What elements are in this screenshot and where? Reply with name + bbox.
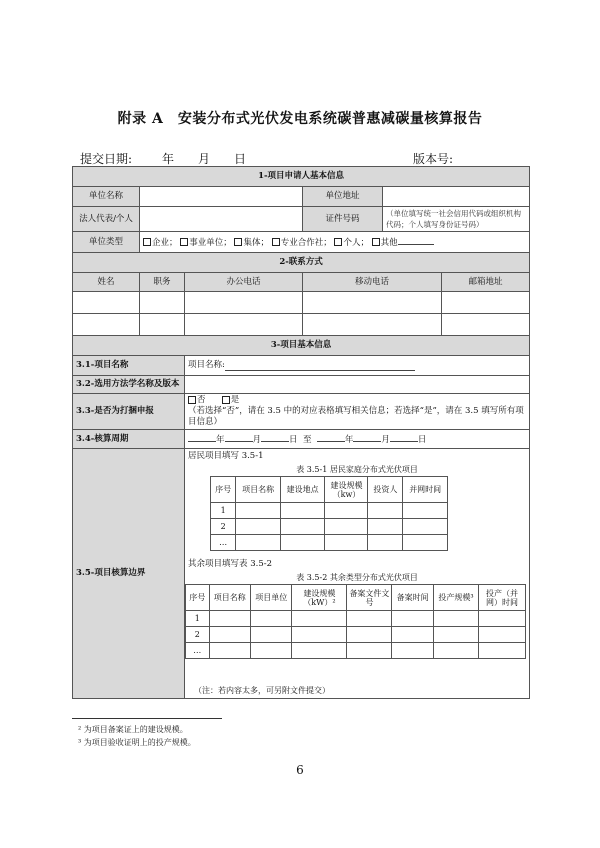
bundled-note: （若选择“否”，请在 3.5 中的对应表格填写相关信息；若选择“是”，请在 3.5 填写所有项目信息） xyxy=(188,406,524,427)
checkbox-enterprise[interactable]: 企业； xyxy=(143,238,178,248)
project-name-field[interactable]: 项目名称: xyxy=(185,356,530,376)
t2-header-scale: 建设规模（kW）² xyxy=(292,585,347,611)
t2-row-no: … xyxy=(186,643,210,659)
unit-type-label: 单位类型 xyxy=(73,232,140,253)
t1-header-investor: 投资人 xyxy=(368,477,403,503)
t2-row-no: 2 xyxy=(186,627,210,643)
methodology-label: 3.2-选用方法学名称及版本 xyxy=(73,376,185,394)
contact-cell[interactable] xyxy=(73,314,140,336)
footnote-3: ³ 为项目验收证明上的投产规模。 xyxy=(78,738,196,747)
report-form xyxy=(72,166,529,706)
contact-cell[interactable] xyxy=(442,314,530,336)
other-intro: 其余项目填写表 3.5-2 xyxy=(188,559,273,569)
contact-cell[interactable] xyxy=(442,292,530,314)
t1-header-scale: 建设规模（kw） xyxy=(325,477,368,503)
t1-header-name: 项目名称 xyxy=(236,477,281,503)
t2-header-production-scale: 投产规模³ xyxy=(433,585,478,611)
checkbox-bundled-yes[interactable]: 是 xyxy=(222,395,240,405)
unit-name-field[interactable] xyxy=(140,187,303,207)
accounting-period-field[interactable]: 年 月 日 至 年 月 日 xyxy=(185,430,530,449)
project-name-label: 3.1-项目名称 xyxy=(73,356,185,376)
resident-project-table xyxy=(210,476,448,551)
contact-header-office-phone: 办公电话 xyxy=(185,273,303,292)
t2-header-name: 项目名称 xyxy=(209,585,250,611)
submit-date-month: 月 xyxy=(198,152,211,166)
section3-header: 3-项目基本信息 xyxy=(73,336,530,356)
contact-cell[interactable] xyxy=(73,292,140,314)
section1-header: 1-项目申请人基本信息 xyxy=(73,167,530,187)
t2-header-filing-time: 备案时间 xyxy=(392,585,433,611)
contact-cell[interactable] xyxy=(140,292,185,314)
contact-header-position: 职务 xyxy=(140,273,185,292)
resident-intro: 居民项目填写 3.5-1 xyxy=(188,451,264,461)
t1-header-location: 建设地点 xyxy=(280,477,325,503)
contact-header-email: 邮箱地址 xyxy=(442,273,530,292)
unit-address-label: 单位地址 xyxy=(303,187,383,207)
id-number-label: 证件号码 xyxy=(303,207,383,232)
boundary-label: 3.5-项目核算边界 xyxy=(73,449,185,699)
legal-rep-field[interactable] xyxy=(140,207,303,232)
version-label: 版本号: xyxy=(413,152,454,166)
t1-row-no: 1 xyxy=(211,503,236,519)
attachment-note: （注：若内容太多，可另附文件提交） xyxy=(194,686,330,695)
section2-header: 2-联系方式 xyxy=(73,253,530,273)
checkbox-other[interactable]: 其他 xyxy=(372,238,434,248)
t1-row-no: … xyxy=(211,535,236,551)
other-project-table xyxy=(185,584,526,659)
methodology-field[interactable] xyxy=(185,376,530,394)
unit-name-label: 单位名称 xyxy=(73,187,140,207)
bundled-options xyxy=(185,394,530,430)
footnote-divider xyxy=(72,718,222,719)
t1-header-no: 序号 xyxy=(211,477,236,503)
page-number: 6 xyxy=(296,763,304,777)
checkbox-collective[interactable]: 集体； xyxy=(234,238,269,248)
boundary-content xyxy=(185,449,530,699)
checkbox-bundled-no[interactable]: 否 xyxy=(188,395,206,405)
checkbox-cooperative[interactable]: 专业合作社； xyxy=(272,238,332,248)
id-number-hint: （单位填写统一社会信用代码或组织机构代码；个人填写身份证号码） xyxy=(383,207,530,232)
t1-row-no: 2 xyxy=(211,519,236,535)
legal-rep-label: 法人代表/个人 xyxy=(73,207,140,232)
accounting-period-label: 3.4-核算周期 xyxy=(73,430,185,449)
t1-header-grid-time: 并网时间 xyxy=(403,477,448,503)
checkbox-public-institution[interactable]: 事业单位； xyxy=(180,238,232,248)
t2-header-filing-no: 备案文件文号 xyxy=(347,585,392,611)
footnote-2: ² 为项目备案证上的建设规模。 xyxy=(78,725,188,734)
contact-cell[interactable] xyxy=(303,314,442,336)
table2-caption: 表 3.5-2 其余类型分布式光伏项目 xyxy=(296,573,418,582)
table1-caption: 表 3.5-1 居民家庭分布式光伏项目 xyxy=(296,465,418,474)
t2-header-no: 序号 xyxy=(186,585,210,611)
submit-date-year: 年 xyxy=(162,152,175,166)
bundled-label: 3.3-是否为打捆申报 xyxy=(73,394,185,430)
submit-date-day: 日 xyxy=(234,152,247,166)
t2-header-production-time: 投产（并网）时间 xyxy=(479,585,526,611)
submit-date-label: 提交日期: xyxy=(80,152,133,166)
contact-header-name: 姓名 xyxy=(73,273,140,292)
page-title: 附录 A 安装分布式光伏发电系统碳普惠减碳量核算报告 xyxy=(117,111,483,127)
contact-header-mobile: 移动电话 xyxy=(303,273,442,292)
contact-cell[interactable] xyxy=(303,292,442,314)
t2-header-unit: 项目单位 xyxy=(250,585,291,611)
contact-cell[interactable] xyxy=(140,314,185,336)
contact-cell[interactable] xyxy=(185,314,303,336)
t2-row-no: 1 xyxy=(186,611,210,627)
checkbox-individual[interactable]: 个人； xyxy=(334,238,369,248)
unit-type-options xyxy=(140,232,530,253)
contact-cell[interactable] xyxy=(185,292,303,314)
unit-address-field[interactable] xyxy=(383,187,530,207)
